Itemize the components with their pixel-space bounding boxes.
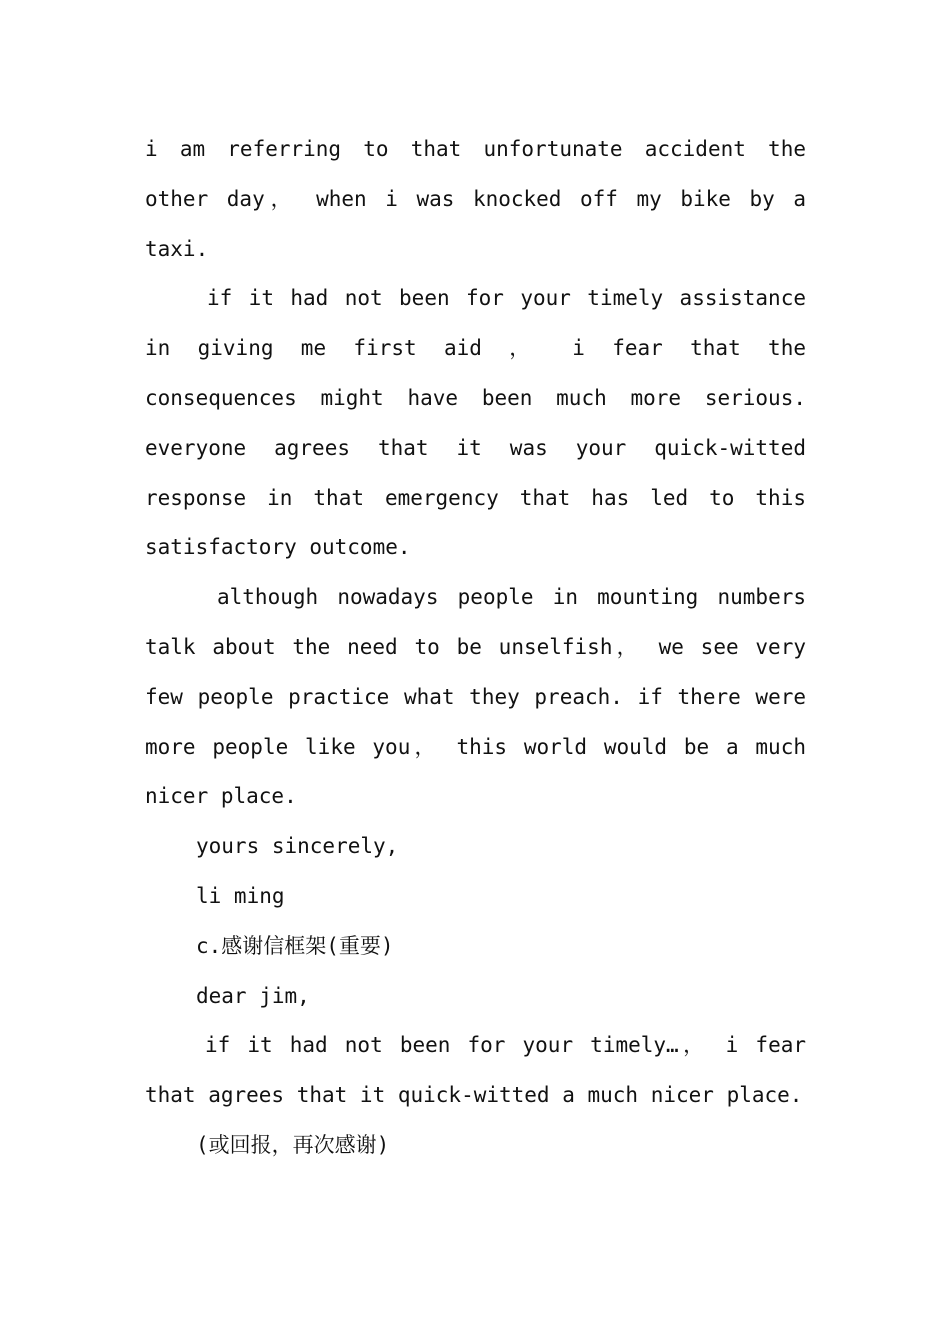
paragraph-template: if it had not been for your timely…， i fear that agrees that it quick-witted a much nicer place. xyxy=(145,1033,806,1108)
closing-line: yours sincerely, xyxy=(196,834,399,859)
section-heading: c.感谢信框架(重要) xyxy=(196,933,394,958)
paragraph-assistance: if it had not been for your timely assistance in giving me first aid ， i fear that the consequences might have been much more serious. everyone agrees that it was your quick-witted response in that emergency that has led to this satisfactory outcome. xyxy=(145,286,806,560)
paragraph-unselfish: although nowadays people in mounting numbers talk about the need to be unselfish， we see very few people practice what they preach. if there were more people like you， this world would be a much nicer place. xyxy=(145,585,806,809)
salutation-line: dear jim, xyxy=(196,983,310,1008)
note-line: (或回报，再次感谢) xyxy=(196,1132,390,1157)
signature-line: li ming xyxy=(196,883,285,908)
paragraph-accident: i am referring to that unfortunate accident the other day， when i was knocked off my bike by a taxi. xyxy=(145,137,806,261)
letter-body xyxy=(145,125,806,1171)
